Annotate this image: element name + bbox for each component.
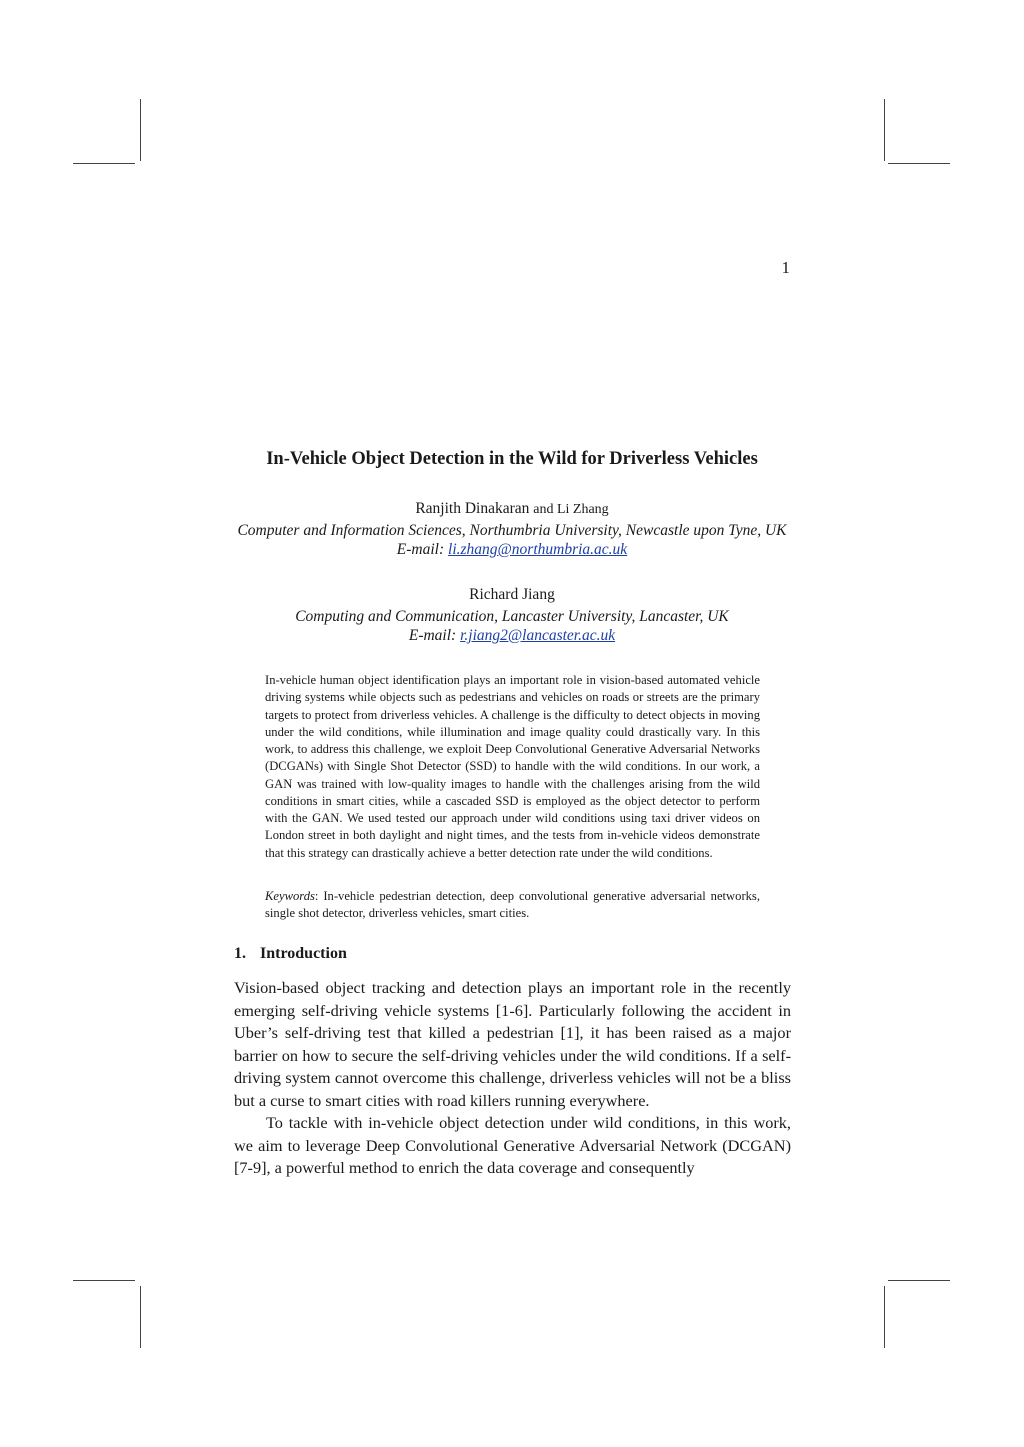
crop-mark-top-right-horizontal [888,163,950,164]
author-line-2: Richard Jiang [469,586,555,603]
crop-mark-bottom-right-vertical [884,1286,885,1348]
email-link-2[interactable]: r.jiang2@lancaster.ac.uk [460,627,616,644]
body-text [234,977,791,1180]
email-line-1 [150,540,874,559]
email-label: E-mail: [408,627,457,644]
paragraph-2: To tackle with in-vehicle object detection under wild conditions, in this work, we aim to leverage Deep Convolutional Generative Adversarial Network (DCGAN) [7-9], a powerful method to enrich the data coverage and consequently [234,1113,791,1177]
crop-mark-bottom-left-vertical [140,1286,141,1348]
paragraph-1: Vision-based object tracking and detection plays an important role in the recently emerging self-driving vehicle systems [1-6]. Particularly following the accident in Uber’s self-driving test that killed a pedestrian [1], it has been raised as a major barrier on how to secure the self-driving vehicles under the wild conditions. If a self-driving system cannot overcome this challenge, driverless vehicles will not be a bliss but a curse to smart cities with road killers running everywhere. [234,978,791,1110]
crop-mark-top-right-vertical [884,99,885,161]
crop-mark-top-left-horizontal [73,163,135,164]
email-line-2 [150,626,874,645]
abstract-text: In-vehicle human object identification plays an important role in vision-based automated vehicle driving systems while objects such as pedestrians and vehicles on roads or streets are the primary targets to protect from driverless vehicles. A challenge is the difficulty to detect objects in moving under the wild conditions, while illumination and image quality could drastically vary. In this work, to address this challenge, we exploit Deep Convolutional Generative Adversarial Networks (DCGANs) with Single Shot Detector (SSD) to handle with the wild conditions. In our work, a GAN was trained with low-quality images to handle with the challenges arising from the wild conditions in smart cities, while a cascaded SSD is employed as the object detector to perform with the GAN. We used tested our approach under wild conditions using taxi driver videos on London street in both daylight and night times, and the tests from in-vehicle videos demonstrate that this strategy can drastically achieve a better detection rate under the wild conditions. [265,673,760,860]
crop-mark-top-left-vertical [140,99,141,161]
page-number: 1 [781,258,790,277]
affiliation-2: Computing and Communication, Lancaster University, Lancaster, UK [295,608,729,625]
section-heading [234,945,347,963]
keywords [265,888,760,923]
email-label: E-mail: [396,541,445,558]
author-name: Ranjith Dinakaran [415,500,530,517]
keywords-label: Keywords [265,889,315,903]
keywords-text: : In-vehicle pedestrian detection, deep convolutional generative adversarial networks, single shot detector, driverless vehicles, smart cities. [265,889,760,921]
paper-title: In-Vehicle Object Detection in the Wild for Driverless Vehicles [266,449,758,469]
email-link-1[interactable]: li.zhang@northumbria.ac.uk [448,541,628,558]
author-line-1 [150,499,874,519]
crop-mark-bottom-right-horizontal [888,1280,950,1281]
author-connector: and Li Zhang [533,502,609,517]
abstract [265,672,760,862]
section-number: 1. [234,945,246,962]
section-title: Introduction [260,945,347,962]
affiliation-1: Computer and Information Sciences, Northumbria University, Newcastle upon Tyne, UK [237,522,787,539]
crop-mark-bottom-left-horizontal [73,1280,135,1281]
